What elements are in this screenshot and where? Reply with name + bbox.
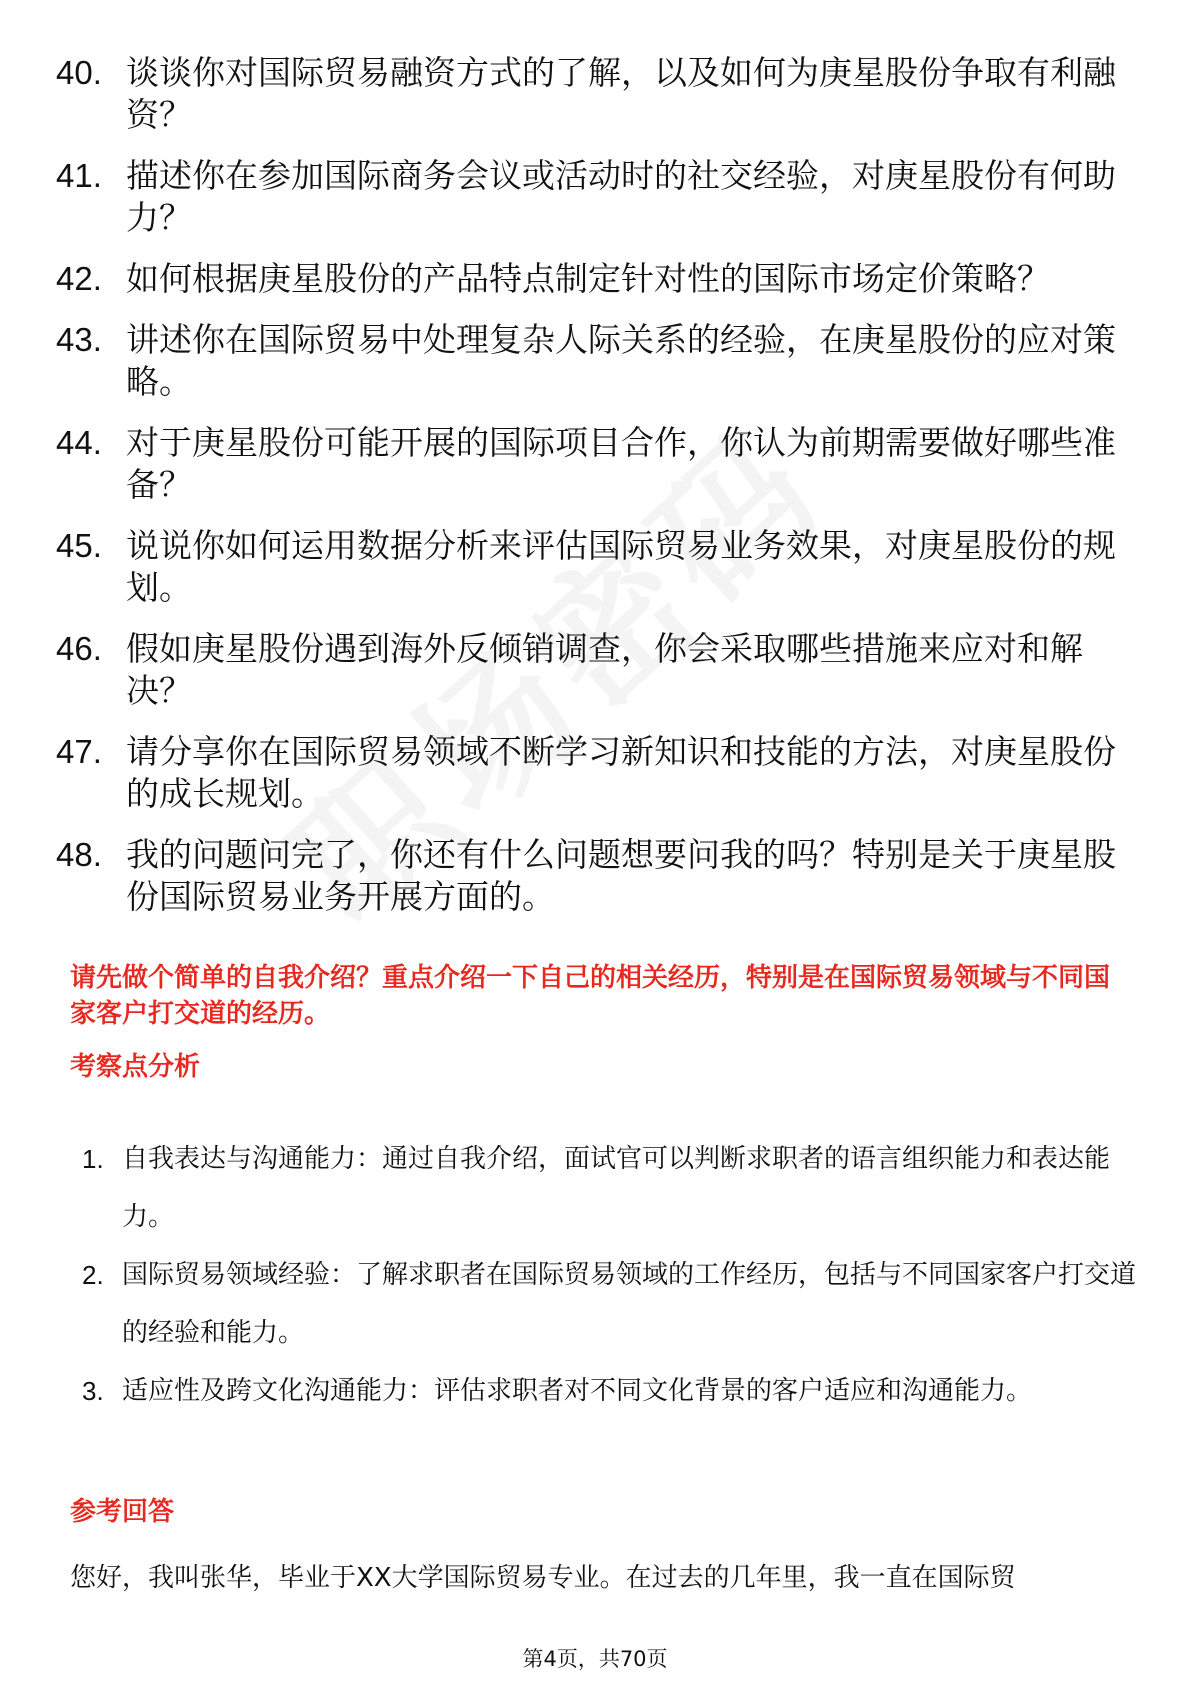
analysis-text: 国际贸易领域经验：了解求职者在国际贸易领域的工作经历，包括与不同国家客户打交道的经验和能力。 (122, 1260, 1137, 1348)
page-footer: 第4页，共70页 (522, 1647, 668, 1671)
list-item (56, 258, 1126, 300)
question-number: 48. (56, 836, 102, 873)
question-text: 请分享你在国际贸易领域不断学习新知识和技能的方法，对庚星股份的成长规划。 (126, 732, 1116, 813)
list-item (82, 1362, 1142, 1420)
question-text: 如何根据庚星股份的产品特点制定针对性的国际市场定价策略？ (126, 259, 1050, 298)
question-text: 描述你在参加国际商务会议或活动时的社交经验，对庚星股份有何助力？ (126, 156, 1116, 237)
analysis-number: 2. (82, 1260, 104, 1290)
question-text: 对于庚星股份可能开展的国际项目合作，你认为前期需要做好哪些准备？ (126, 423, 1116, 504)
question-text: 假如庚星股份遇到海外反倾销调查，你会采取哪些措施来应对和解决？ (126, 629, 1083, 710)
question-number: 46. (56, 630, 102, 667)
list-item (82, 1130, 1142, 1246)
question-number: 45. (56, 527, 102, 564)
list-item (56, 319, 1126, 403)
highlight-question: 请先做个简单的自我介绍？重点介绍一下自己的相关经历，特别是在国际贸易领域与不同国家客户打交道的经历。 (70, 963, 1111, 1029)
question-text: 说说你如何运用数据分析来评估国际贸易业务效果，对庚星股份的规划。 (126, 526, 1116, 607)
analysis-title: 考察点分析 (70, 1052, 201, 1082)
analysis-number: 3. (82, 1376, 104, 1406)
question-number: 40. (56, 54, 102, 91)
list-item (56, 525, 1126, 609)
list-item (56, 52, 1126, 136)
question-number: 44. (56, 424, 102, 461)
reference-title: 参考回答 (70, 1497, 175, 1527)
question-text: 我的问题问完了，你还有什么问题想要问我的吗？特别是关于庚星股份国际贸易业务开展方面的。 (126, 835, 1116, 916)
question-text: 讲述你在国际贸易中处理复杂人际关系的经验，在庚星股份的应对策略。 (126, 320, 1116, 401)
question-number: 41. (56, 157, 102, 194)
list-item (82, 1246, 1142, 1362)
analysis-text: 适应性及跨文化沟通能力：评估求职者对不同文化背景的客户适应和沟通能力。 (122, 1376, 1033, 1406)
question-number: 42. (56, 260, 102, 297)
question-text: 谈谈你对国际贸易融资方式的了解，以及如何为庚星股份争取有利融资？ (126, 53, 1116, 134)
list-item (56, 155, 1126, 239)
analysis-list (82, 1130, 1142, 1420)
reference-answer: 您好，我叫张华，毕业于XX大学国际贸易专业。在过去的几年里，我一直在国际贸 (70, 1563, 1016, 1593)
list-item (56, 628, 1126, 712)
question-list (56, 52, 1126, 937)
analysis-text: 自我表达与沟通能力：通过自我介绍，面试官可以判断求职者的语言组织能力和表达能力。 (122, 1144, 1111, 1232)
question-number: 43. (56, 321, 102, 358)
list-item (56, 834, 1126, 918)
question-number: 47. (56, 733, 102, 770)
list-item (56, 731, 1126, 815)
analysis-number: 1. (82, 1144, 104, 1174)
list-item (56, 422, 1126, 506)
